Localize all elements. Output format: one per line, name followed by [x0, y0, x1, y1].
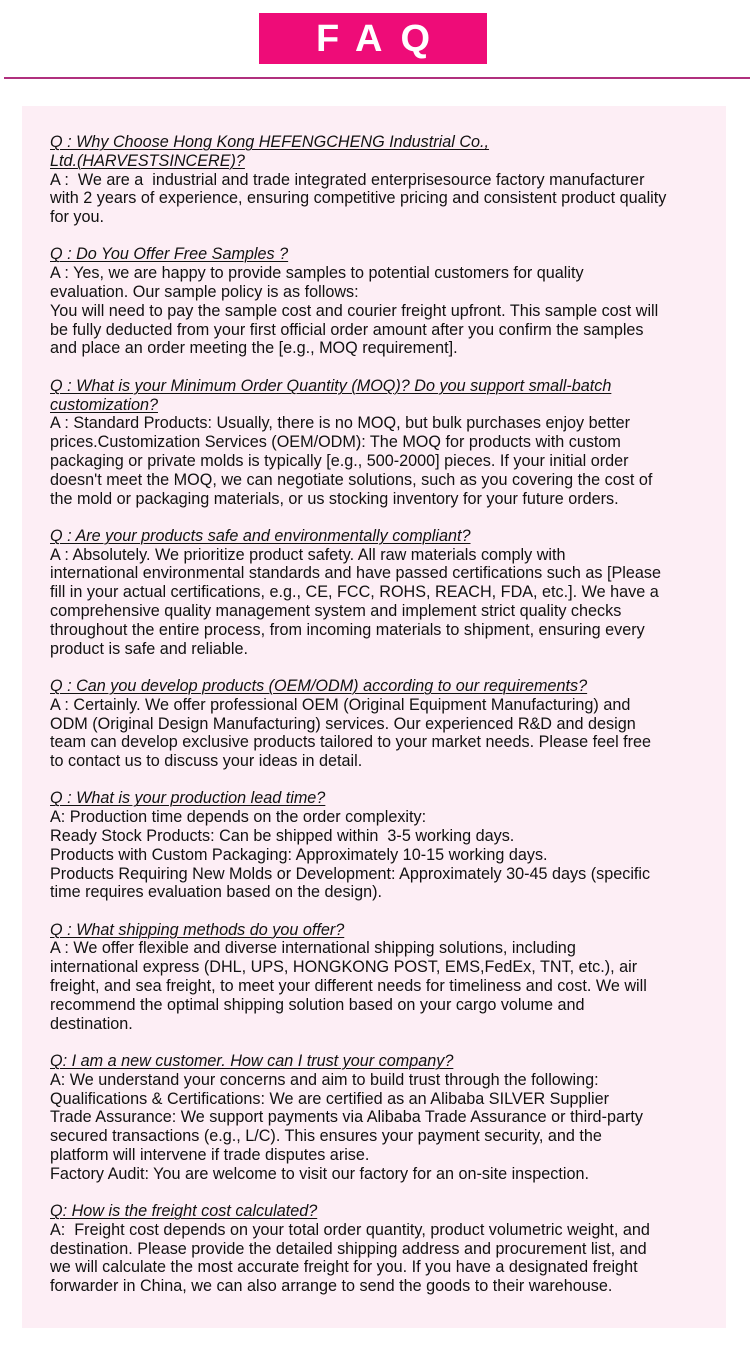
faq-answer-line: ODM (Original Design Manufacturing) services. Our experienced R&D and design: [50, 714, 636, 733]
faq-answer-line: international environmental standards and have passed certifications such as [Please: [50, 564, 661, 583]
faq-answer-line: destination.: [50, 1014, 133, 1033]
faq-item: [50, 133, 710, 227]
faq-banner: [259, 13, 487, 64]
faq-answer-line: recommend the optimal shipping solution based on your cargo volume and: [50, 995, 585, 1014]
faq-answer-line: destination. Please provide the detailed shipping address and procurement list, and: [50, 1239, 647, 1258]
faq-answer-line: forwarder in China, we can also arrange to send the goods to their warehouse.: [50, 1277, 613, 1296]
faq-item: [50, 377, 710, 509]
faq-answer-line: A : Yes, we are happy to provide samples to potential customers for quality: [50, 264, 584, 283]
faq-answer-line: Factory Audit: You are welcome to visit our factory for an on-site inspection.: [50, 1164, 589, 1183]
faq-answer-line: Trade Assurance: We support payments via Alibaba Trade Assurance or third-party: [50, 1108, 643, 1127]
faq-answer-line: A : Standard Products: Usually, there is no MOQ, but bulk purchases enjoy better: [50, 414, 631, 433]
faq-answer-line: we will calculate the most accurate freight for you. If you have a designated freight: [50, 1258, 638, 1277]
faq-question: Q : Are your products safe and environmentally compliant?: [50, 526, 471, 545]
faq-answer-line: evaluation. Our sample policy is as follows:: [50, 283, 359, 302]
faq-answer-line: A: We understand your concerns and aim to build trust through the following:: [50, 1070, 599, 1089]
faq-answer-line: A : We offer flexible and diverse international shipping solutions, including: [50, 939, 576, 958]
faq-list: [50, 133, 710, 1315]
faq-answer-line: prices.Customization Services (OEM/ODM): The MOQ for products with custom: [50, 433, 621, 452]
faq-item: [50, 1202, 710, 1296]
faq-answer-line: with 2 years of experience, ensuring competitive pricing and consistent product quality: [50, 189, 667, 208]
faq-answer-line: to contact us to discuss your ideas in detail.: [50, 752, 363, 771]
faq-question: Q : What is your Minimum Order Quantity (MOQ)? Do you support small-batch: [50, 376, 612, 395]
header-divider: [4, 77, 750, 79]
faq-question: Q: How is the freight cost calculated?: [50, 1202, 318, 1221]
faq-answer-line: time requires evaluation based on the design).: [50, 883, 383, 902]
faq-question: Q : What shipping methods do you offer?: [50, 920, 345, 939]
faq-answer-line: the mold or packaging materials, or us stocking inventory for your future orders.: [50, 489, 619, 508]
faq-answer-line: platform will intervene if trade disputes arise.: [50, 1145, 370, 1164]
faq-item: [50, 527, 710, 659]
faq-answer-line: secured transactions (e.g., L/C). This ensures your payment security, and the: [50, 1127, 602, 1146]
faq-item: [50, 921, 710, 1034]
faq-question: Q : Why Choose Hong Kong HEFENGCHENG Industrial Co.,: [50, 133, 490, 151]
faq-answer-line: Qualifications & Certifications: We are certified as an Alibaba SILVER Supplier: [50, 1089, 610, 1108]
faq-answer-line: freight, and sea freight, to meet your different needs for timeliness and cost. We will: [50, 977, 647, 996]
faq-answer-line: You will need to pay the sample cost and courier freight upfront. This sample cost will: [50, 301, 659, 320]
faq-item: [50, 1052, 710, 1184]
faq-item: [50, 677, 710, 771]
faq-answer-line: throughout the entire process, from incoming materials to shipment, ensuring every: [50, 620, 645, 639]
faq-answer-line: be fully deducted from your first official order amount after you confirm the samples: [50, 320, 644, 339]
faq-answer-line: A: Production time depends on the order complexity:: [50, 808, 427, 827]
faq-answer-line: A : Absolutely. We prioritize product safety. All raw materials comply with: [50, 545, 566, 564]
faq-item: [50, 245, 710, 358]
faq-answer-line: packaging or private molds is typically [e.g., 500-2000] pieces. If your initial order: [50, 451, 629, 470]
faq-answer-line: international express (DHL, UPS, HONGKONG POST, EMS,FedEx, TNT, etc.), air: [50, 958, 638, 977]
faq-question: Q: I am a new customer. How can I trust your company?: [50, 1051, 454, 1070]
faq-question: Q : What is your production lead time?: [50, 789, 326, 808]
faq-item: [50, 789, 710, 902]
faq-answer-line: fill in your actual certifications, e.g., CE, FCC, ROHS, REACH, FDA, etc.]. We have a: [50, 583, 659, 602]
faq-question: customization?: [50, 395, 158, 414]
faq-answer-line: product is safe and reliable.: [50, 639, 248, 658]
faq-answer-line: for you.: [50, 208, 104, 227]
faq-answer-line: team can develop exclusive products tailored to your market needs. Please feel free: [50, 733, 652, 752]
faq-answer-line: comprehensive quality management system and implement strict quality checks: [50, 602, 622, 621]
faq-answer-line: A : Certainly. We offer professional OEM (Original Equipment Manufacturing) and: [50, 695, 631, 714]
faq-answer-line: Products with Custom Packaging: Approximately 10-15 working days.: [50, 845, 548, 864]
faq-question: Q : Do You Offer Free Samples ?: [50, 245, 289, 264]
faq-answer-line: and place an order meeting the [e.g., MOQ requirement].: [50, 339, 458, 358]
faq-answer-line: Products Requiring New Molds or Development: Approximately 30-45 days (specific: [50, 864, 651, 883]
faq-answer-line: doesn't meet the MOQ, we can negotiate solutions, such as you covering the cost of: [50, 470, 653, 489]
page-title: FAQ: [315, 17, 449, 60]
faq-answer-line: Ready Stock Products: Can be shipped within 3-5 working days.: [50, 827, 515, 845]
faq-answer-line: A: Freight cost depends on your total order quantity, product volumetric weight, and: [50, 1220, 650, 1239]
faq-answer-line: A : We are a industrial and trade integrated enterprisesource factory manufacturer: [50, 170, 645, 189]
faq-question: Ltd.(HARVESTSINCERE)?: [50, 151, 245, 170]
faq-question: Q : Can you develop products (OEM/ODM) according to our requirements?: [50, 676, 588, 695]
